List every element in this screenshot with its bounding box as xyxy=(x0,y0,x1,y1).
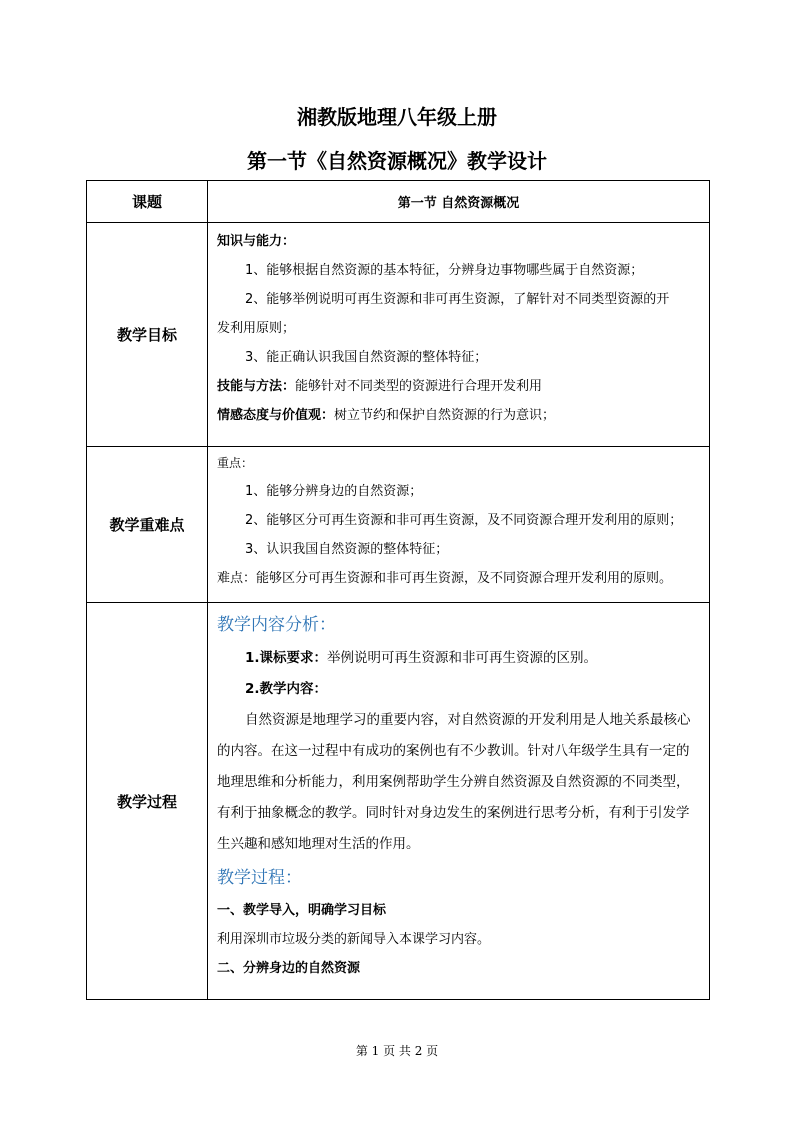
difficulty-line: 难点：能够区分可再生资源和非可再生资源，及不同资源合理开发利用的原则。 xyxy=(217,571,673,586)
key-point-item: 3、认识我国自然资源的整体特征； xyxy=(245,542,449,557)
topic-cell: 第一节 自然资源概况 xyxy=(208,181,710,223)
objective-item: 3、能正确认识我国自然资源的整体特征； xyxy=(245,350,488,365)
process-cell xyxy=(208,603,710,1000)
paragraph-line: 的内容。在这一过程中有成功的案例也有不少教训。针对八年级学生具有一定的 xyxy=(217,743,690,759)
skill-text: 能够针对不同类型的资源进行合理开发利用 xyxy=(295,379,543,394)
curriculum-requirement xyxy=(217,643,702,674)
paragraph-line: 地理思维和分析能力，利用案例帮助学生分辨自然资源及自然资源的不同类型， xyxy=(217,774,690,790)
row-label-key-points: 教学重难点 xyxy=(87,447,208,603)
lesson-plan-table xyxy=(86,180,710,1000)
emotion-line xyxy=(217,401,702,430)
skill-line xyxy=(217,372,702,401)
table-row-topic xyxy=(87,181,710,223)
key-points-cell xyxy=(208,447,710,603)
emotion-label: 情感态度与价值观： xyxy=(217,408,335,423)
key-label: 重点： xyxy=(217,456,254,470)
document-subtitle: 第一节《自然资源概况》教学设计 xyxy=(247,149,547,173)
step-text: 利用深圳市垃圾分类的新闻导入本课学习内容。 xyxy=(217,932,491,947)
table-row-objectives xyxy=(87,223,710,447)
requirement-label: 1.课标要求： xyxy=(245,650,328,666)
key-point-item: 1、能够分辨身边的自然资源； xyxy=(245,484,423,499)
analysis-heading: 教学内容分析： xyxy=(217,615,336,635)
objective-item: 1、能够根据自然资源的基本特征，分辨身边事物哪些属于自然资源； xyxy=(245,263,644,278)
row-label-topic: 课题 xyxy=(87,181,208,223)
requirement-text: 举例说明可再生资源和非可再生资源的区别。 xyxy=(327,650,598,666)
step-heading: 二、分辨身边的自然资源 xyxy=(217,961,361,976)
content-label: 2.教学内容： xyxy=(245,681,328,697)
process-heading: 教学过程： xyxy=(217,868,302,888)
row-label-objectives: 教学目标 xyxy=(87,223,208,447)
row-label-process: 教学过程 xyxy=(87,603,208,1000)
objective-item: 2、能够举例说明可再生资源和非可再生资源，了解针对不同类型资源的开 xyxy=(245,292,670,307)
table-row-process xyxy=(87,603,710,1000)
knowledge-heading: 知识与能力： xyxy=(217,234,296,249)
paragraph-line: 生兴趣和感知地理对生活的作用。 xyxy=(217,836,420,852)
table-row-key-points xyxy=(87,447,710,603)
key-point-item: 2、能够区分可再生资源和非可再生资源，及不同资源合理开发利用的原则； xyxy=(245,513,683,528)
step-heading: 一、教学导入，明确学习目标 xyxy=(217,903,387,918)
objectives-cell xyxy=(208,223,710,447)
page-footer: 第 1 页 共 2 页 xyxy=(355,1044,439,1058)
objective-item-continued: 发利用原则； xyxy=(217,321,296,336)
skill-label: 技能与方法： xyxy=(217,379,296,394)
paragraph-line: 有利于抽象概念的教学。同时针对身边发生的案例进行思考分析，有利于引发学 xyxy=(217,805,690,821)
emotion-text: 树立节约和保护自然资源的行为意识； xyxy=(334,408,556,423)
document-title: 湘教版地理八年级上册 xyxy=(297,105,497,129)
paragraph-line: 自然资源是地理学习的重要内容，对自然资源的开发利用是人地关系最核心 xyxy=(245,712,691,728)
